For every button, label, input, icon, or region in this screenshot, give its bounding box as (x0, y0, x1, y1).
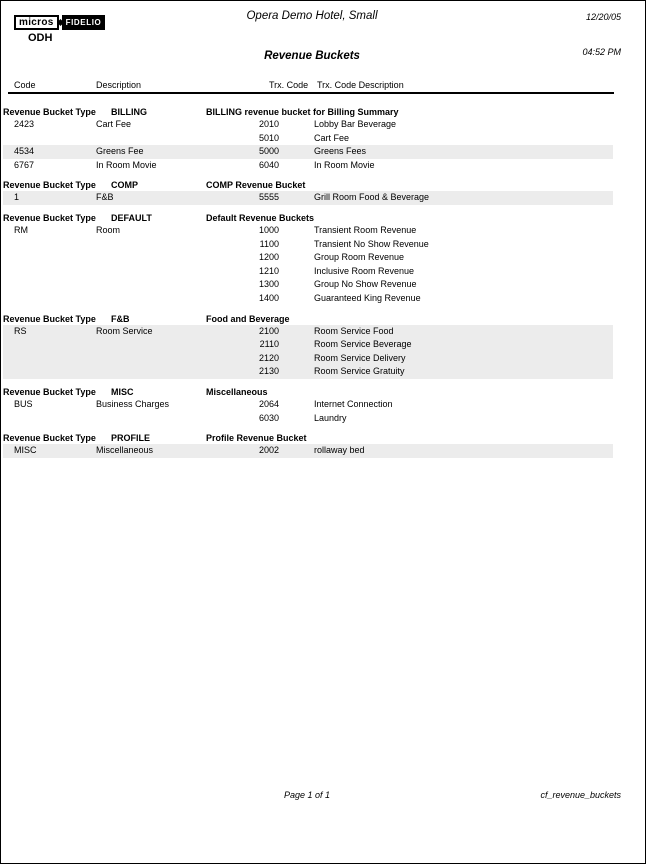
trx-description-cell: Group No Show Revenue (314, 279, 417, 290)
trx-code-cell: 2010 (258, 119, 279, 129)
bucket-code-cell: RM (14, 224, 28, 235)
header-rule (8, 92, 614, 94)
trx-description-cell: Room Service Gratuity (314, 366, 405, 377)
bucket-code-cell: 6767 (14, 159, 35, 170)
bucket-group (3, 398, 613, 425)
trx-description-cell: Group Room Revenue (314, 252, 405, 263)
section-header (3, 425, 613, 444)
trx-description-cell: Guaranteed King Revenue (314, 292, 421, 303)
section-type: COMP (111, 180, 138, 191)
bucket-group (3, 118, 613, 145)
trx-code-cell: 2120 (258, 352, 279, 363)
table-row (3, 398, 613, 412)
column-header-description: Description (96, 80, 142, 90)
section-type: MISC (111, 386, 134, 397)
trx-description-cell: Transient No Show Revenue (314, 238, 429, 249)
bucket-group (3, 444, 613, 458)
bucket-description-cell: Room Service (96, 325, 153, 336)
table-row (3, 265, 613, 279)
trx-code-cell: 1400 (258, 292, 279, 303)
table-row (3, 251, 613, 265)
report-body (3, 99, 613, 458)
bucket-code-cell: 2423 (14, 119, 35, 129)
column-header-code: Code (14, 80, 36, 90)
trx-code-cell: 2100 (258, 325, 279, 336)
section-header (3, 306, 613, 325)
bucket-group (3, 325, 613, 379)
micros-logo-text: micros (14, 15, 59, 30)
table-row (3, 352, 613, 366)
section-type-description: Food and Beverage (206, 313, 290, 324)
bucket-description-cell: F&B (96, 192, 114, 203)
trx-description-cell: Laundry (314, 412, 347, 423)
bucket-group (3, 224, 613, 306)
trx-description-cell: Cart Fee (314, 132, 350, 143)
table-row (3, 338, 613, 352)
section-type: F&B (111, 313, 130, 324)
bucket-code-cell: 4534 (14, 146, 35, 157)
table-row (3, 292, 613, 306)
table-row (3, 118, 613, 132)
trx-code-cell: 2130 (258, 366, 279, 377)
table-row (3, 238, 613, 252)
section-label: Revenue Bucket Type (3, 313, 96, 324)
trx-description-cell: Inclusive Room Revenue (314, 265, 415, 276)
bucket-description-cell: Room (96, 224, 121, 235)
trx-description-cell: Greens Fees (314, 146, 367, 157)
trx-code-cell: 6040 (258, 159, 279, 170)
bucket-code-cell: RS (14, 325, 27, 336)
bucket-description-cell: Greens Fee (96, 146, 144, 157)
bucket-group (3, 159, 613, 173)
trx-code-cell: 5010 (258, 132, 279, 143)
report-filename: cf_revenue_buckets (540, 790, 621, 800)
bucket-description-cell: In Room Movie (96, 159, 157, 170)
section-label: Revenue Bucket Type (3, 212, 96, 223)
section-type: BILLING (111, 107, 147, 117)
trx-code-cell: 5000 (258, 146, 279, 157)
trx-code-cell: 6030 (258, 412, 279, 423)
table-row (3, 132, 613, 146)
trx-description-cell: Room Service Beverage (314, 339, 412, 350)
bucket-group (3, 145, 613, 159)
trx-description-cell: rollaway bed (314, 445, 365, 456)
trx-description-cell: Transient Room Revenue (314, 224, 417, 235)
section-type-description: Profile Revenue Bucket (206, 433, 307, 444)
trx-code-cell: 1300 (258, 279, 279, 290)
table-row (3, 278, 613, 292)
trx-code-cell: 2002 (258, 445, 279, 456)
trx-description-cell: Lobby Bar Beverage (314, 119, 397, 129)
table-row (3, 191, 613, 205)
section-type: DEFAULT (111, 212, 152, 223)
section-header (3, 205, 613, 224)
section-label: Revenue Bucket Type (3, 386, 96, 397)
table-row (3, 412, 613, 426)
section-header (3, 172, 613, 191)
table-row (3, 159, 613, 173)
trx-code-cell: 1100 (259, 238, 279, 249)
section-type-description: BILLING revenue bucket for Billing Summary (206, 107, 399, 117)
report-date: 12/20/05 (585, 12, 621, 22)
trx-code-cell: 2064 (258, 398, 279, 409)
bucket-description-cell: Business Charges (96, 398, 170, 409)
bucket-code-cell: MISC (14, 445, 37, 456)
bucket-description-cell: Miscellaneous (96, 445, 154, 456)
section-header (3, 379, 613, 398)
trx-description-cell: In Room Movie (314, 159, 375, 170)
report-time: 04:52 PM (582, 47, 621, 57)
bucket-group (3, 191, 613, 205)
section-label: Revenue Bucket Type (3, 433, 96, 444)
trx-code-cell: 1000 (258, 224, 279, 235)
trx-code-cell: 1200 (258, 252, 279, 263)
bucket-code-cell: 1 (14, 192, 20, 203)
trx-code-cell: 1210 (258, 265, 279, 276)
trx-description-cell: Grill Room Food & Beverage (314, 192, 430, 203)
table-row (3, 145, 613, 159)
column-header-trx-code-description: Trx. Code Description (317, 80, 404, 90)
trx-code-cell: 5555 (258, 192, 279, 203)
fidelio-logo-text: FIDELIO (62, 15, 106, 30)
property-code: ODH (28, 32, 53, 44)
section-label: Revenue Bucket Type (3, 107, 96, 117)
hotel-name: Opera Demo Hotel, Small (246, 10, 378, 22)
section-label: Revenue Bucket Type (3, 180, 96, 191)
table-row (3, 444, 613, 458)
page-number: Page 1 of 1 (283, 790, 331, 800)
trx-description-cell: Room Service Delivery (314, 352, 406, 363)
table-row (3, 365, 613, 379)
section-type-description: Default Revenue Buckets (206, 212, 315, 223)
section-header (3, 99, 613, 118)
bucket-description-cell: Cart Fee (96, 119, 132, 129)
page-title: Revenue Buckets (264, 50, 360, 62)
bucket-code-cell: BUS (14, 398, 33, 409)
trx-code-cell: 2110 (259, 339, 279, 350)
section-type-description: Miscellaneous (206, 386, 268, 397)
section-type-description: COMP Revenue Bucket (206, 180, 306, 191)
section-type: PROFILE (111, 433, 151, 444)
table-row (3, 325, 613, 339)
trx-description-cell: Room Service Food (314, 325, 394, 336)
column-header-trx-code: Trx. Code (269, 80, 309, 90)
trx-description-cell: Internet Connection (314, 398, 393, 409)
table-row (3, 224, 613, 238)
